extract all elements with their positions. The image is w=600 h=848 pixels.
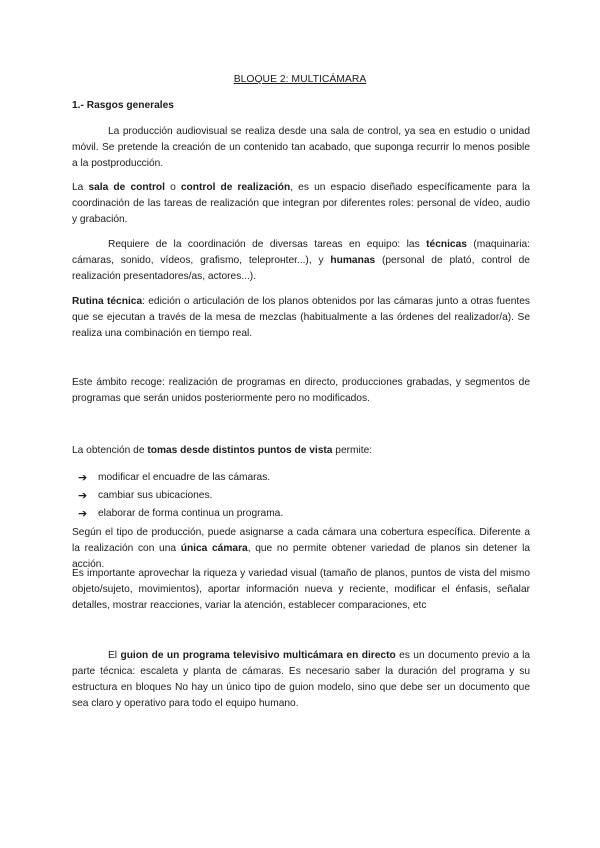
bold-term: control de realización — [180, 182, 291, 193]
bold-term: técnicas — [426, 239, 467, 250]
arrow-right-icon: ➔ — [78, 490, 88, 502]
paragraph-visual-richness: Es importante aprovechar la riqueza y variedad visual (tamaño de planos, puntos de vista del mismo objeto/sujeto, movimientos), aportar información nueva y reciente, modificar el énfasis, señalar detalles, mostrar reacciones, variar la atención, establecer comparaciones, etc — [72, 568, 530, 611]
paragraph-coverage: Según el tipo de producción, puede asignarse a cada cámara una cobertura específica. Diferente a la realización con una única cámara, que no permite obtener variedad de planos sin detener la acción. — [72, 527, 531, 570]
bold-term: sala de control — [88, 182, 165, 193]
paragraph-production: La producción audiovisual se realiza desde una sala de control, ya sea en estudio o unidad móvil. Se pretende la creación de un contenido tan acabado, que suponga recurrir lo menos posible a la postproducción. — [72, 126, 530, 169]
bold-term: única cámara — [180, 543, 248, 554]
list-item: ➔ cambiar sus ubicaciones. — [72, 487, 530, 505]
arrow-right-icon: ➔ — [78, 472, 88, 484]
bullet-list — [72, 469, 530, 523]
section-heading: 1.- Rasgos generales — [72, 100, 174, 111]
bold-term: guion de un programa televisivo multicámara en directo — [120, 650, 396, 661]
bold-term: Rutina técnica — [72, 296, 143, 307]
paragraph-scope: Este ámbito recoge: realización de programas en directo, producciones grabadas, y segmentos de programas que serán unidos posteriormente pero no modificados. — [72, 377, 530, 404]
list-item: ➔ modificar el encuadre de las cámaras. — [72, 469, 530, 487]
paragraph-script: El guion de un programa televisivo multicámara en directo es un documento previo a la parte técnica: escaleta y planta de cámaras. Es necesario saber la duración del programa y su estructura en bloques No hay un único tipo de guion modelo, sino que debe ser un documento que sea claro y operativo para todo el equipo humano. — [72, 650, 530, 709]
paragraph-shots: La obtención de tomas desde distintos puntos de vista permite: — [72, 445, 373, 456]
arrow-right-icon: ➔ — [78, 508, 88, 520]
paragraph-technical-routine: Rutina técnica: edición o articulación de los planos obtenidos por las cámaras junto a otras fuentes que se ejecutan a través de la mesa de mezclas (habitualmente a las órdenes del realizador/a). Se realiza una combinación en tiempo real. — [72, 296, 530, 339]
bold-term: humanas — [330, 255, 376, 266]
paragraph-control-room: La sala de control o control de realización, es un espacio diseñado específicamente para la coordinación de las tareas de realización que integran por diferentes roles: personal de vídeo, audio y grabación. — [72, 182, 530, 225]
bold-term: tomas desde distintos puntos de vista — [147, 445, 333, 456]
paragraph-coordination: Requiere de la coordinación de diversas tareas en equipo: las técnicas (maquinaria: cámaras, sonido, vídeos, grafismo, teleprонter...), y humanas (personal de plató, control de realización presentadores/as, actores...). — [72, 239, 530, 282]
list-item: ➔ elaborar de forma continua un programa. — [72, 505, 530, 523]
document-title: BLOQUE 2: MULTICÁMARA — [233, 74, 367, 85]
